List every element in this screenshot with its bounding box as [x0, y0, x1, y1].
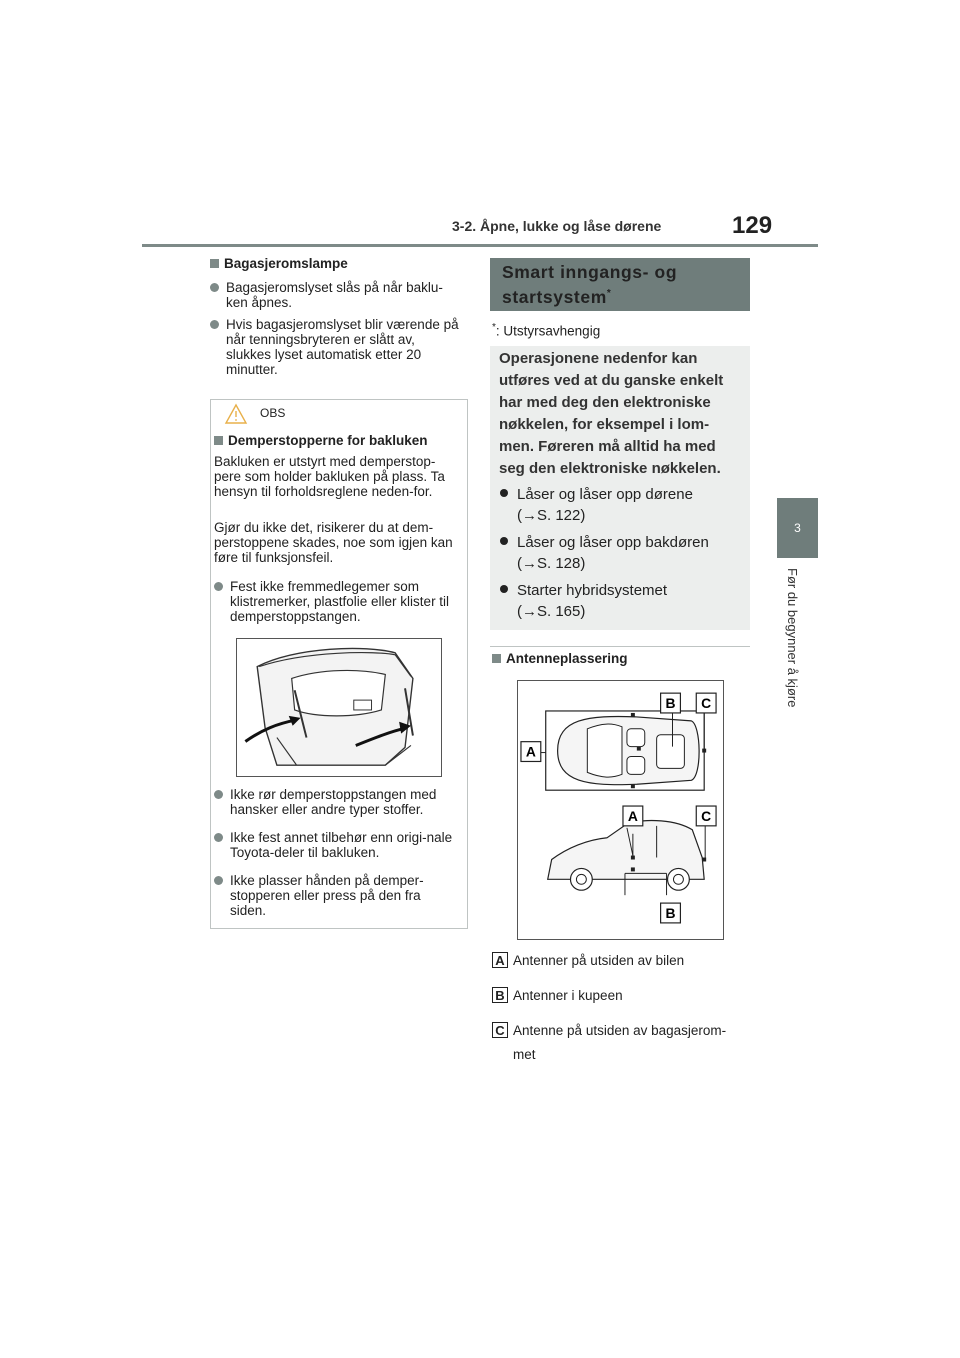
- list-item: Bagasjeromslyset slås på når baklu-ken åpnes.: [210, 280, 460, 310]
- obs-heading: Demperstopperne for bakluken: [214, 433, 428, 448]
- legend-letter-box: C: [492, 1022, 508, 1038]
- lamp-heading: Bagasjeromslampe: [210, 256, 348, 271]
- divider: [490, 646, 750, 647]
- round-bullet-icon: [214, 833, 223, 842]
- legend-letter-box: B: [492, 987, 508, 1003]
- diagram-label: B: [665, 694, 676, 711]
- list-item: Ikke plasser hånden på demper-stopperen eller press på den fra siden.: [214, 873, 460, 918]
- round-bullet-icon: [210, 283, 219, 292]
- list-item: Ikke rør demperstoppstangen med hansker eller andre typer stoffer.: [214, 787, 460, 817]
- antenna-diagram: [517, 680, 724, 940]
- page-ref-link[interactable]: (→S. 122): [517, 507, 586, 524]
- round-bullet-icon: [214, 790, 223, 799]
- chapter-side-title: [785, 568, 809, 758]
- footnote: *: Utstyrsavhengig: [492, 322, 601, 339]
- bullet-icon: [500, 489, 508, 497]
- square-bullet-icon: [210, 259, 219, 268]
- page-ref-link[interactable]: (→S. 165): [517, 603, 586, 620]
- page-ref-link[interactable]: (→S. 128): [517, 555, 586, 572]
- round-bullet-icon: [214, 582, 223, 591]
- tailgate-illustration: [236, 638, 442, 777]
- legend-item: C Antenne på utsiden av bagasjerom-: [492, 1022, 726, 1038]
- legend-item: B Antenner i kupeen: [492, 987, 623, 1003]
- bullet-icon: [500, 585, 508, 593]
- chapter-title: Før du begynner å kjøre: [785, 568, 800, 708]
- chapter-number: 3: [794, 521, 801, 535]
- diagram-label: C: [701, 694, 712, 711]
- list-item: Hvis bagasjeromslyset blir værende på når tenningsbryteren er slått av, slukkes lyset automatisk etter 20 minutter.: [210, 317, 460, 377]
- diagram-label: B: [665, 904, 676, 921]
- legend-item: A Antenner på utsiden av bilen: [492, 952, 684, 968]
- section-title: 3-2. Åpne, lukke og låse dørene: [452, 218, 662, 234]
- round-bullet-icon: [214, 876, 223, 885]
- header-rule: [142, 244, 818, 247]
- square-bullet-icon: [492, 654, 501, 663]
- bullet-icon: [500, 537, 508, 545]
- diagram-label: C: [701, 807, 712, 824]
- diagram-label: A: [627, 807, 638, 824]
- smart-entry-intro: Operasjonene nedenfor kan utføres ved at du ganske enkelt har med deg den elektroniske nøkkelen, for eksempel i lom-men. Føreren må alltid ha med seg den elektroniske nøkkelen.: [499, 350, 724, 477]
- list-item: Ikke fest annet tilbehør enn origi-nale Toyota-deler til bakluken.: [214, 830, 460, 860]
- diagram-label: A: [525, 743, 536, 760]
- square-bullet-icon: [214, 436, 223, 445]
- page-number: 129: [732, 212, 773, 239]
- round-bullet-icon: [210, 320, 219, 329]
- obs-label: OBS: [260, 406, 286, 420]
- list-item: Fest ikke fremmedlegemer som klistremerker, plastfolie eller klister til demperstoppstangen.: [214, 579, 460, 624]
- obs-paragraph: Gjør du ikke det, risikerer du at dem-perstoppene skades, noe som igjen kan føre til funksjonsfeil.: [214, 520, 453, 565]
- antenna-heading: Antenneplassering: [492, 651, 628, 666]
- chapter-tab[interactable]: [777, 498, 818, 558]
- smart-item: Låser og låser opp dørene (→S. 122): [500, 484, 745, 526]
- smart-entry-title: Smart inngangs- og startsystem*: [502, 262, 678, 307]
- obs-paragraph: Bakluken er utstyrt med demperstop-pere som holder bakluken på plass. Ta hensyn til forholdsreglene neden-for.: [214, 454, 445, 499]
- legend-letter-box: A: [492, 952, 508, 968]
- warning-icon: [224, 403, 248, 425]
- smart-item: Låser og låser opp bakdøren (→S. 128): [500, 532, 745, 574]
- smart-item: Starter hybridsystemet (→S. 165): [500, 580, 745, 622]
- legend-text-continued: met: [513, 1047, 536, 1062]
